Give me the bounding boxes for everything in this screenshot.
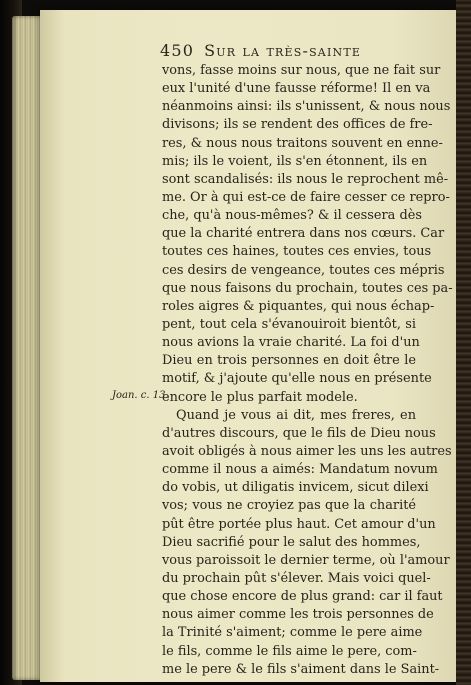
- text-line: pût être portée plus haut. Cet amour d'un: [162, 516, 436, 532]
- body-text: [162, 62, 453, 679]
- text-line: me le pere & le fils s'aiment dans le Saint-: [162, 661, 440, 677]
- text-line: que la charité entrera dans nos cœurs. Car: [162, 226, 445, 242]
- text-line: comme il nous a aimés: Mandatum novum: [162, 462, 438, 478]
- text-line: vous paroissoit le dernier terme, où l'amour: [162, 552, 450, 568]
- text-line: eux l'unité d'une fausse réforme! Il en va: [162, 81, 431, 97]
- text-line: divisons; ils se rendent des offices de fre-: [162, 117, 433, 133]
- text-line: che, qu'à nous-mêmes? & il cessera dès: [162, 208, 422, 224]
- page-number: 450: [160, 41, 195, 60]
- text-line: mis; ils le voient, ils s'en étonnent, ils en: [162, 153, 428, 169]
- text-line: motif, & j'ajoute qu'elle nous en présente: [162, 371, 432, 387]
- text-line: Dieu en trois personnes en doit être le: [162, 353, 416, 369]
- text-line: néanmoins ainsi: ils s'unissent, & nous nous: [162, 99, 451, 115]
- text-line: Quand je vous ai dit, mes freres, en: [176, 407, 416, 423]
- text-line: que nous faisons du prochain, toutes ces pa-: [162, 280, 453, 296]
- text-line: me. Or à qui est-ce de faire cesser ce repro-: [162, 189, 450, 205]
- text-line: vons, fasse moins sur nous, que ne fait sur: [162, 63, 441, 78]
- text-line: sont scandalisés: ils nous le reprochent mê-: [162, 171, 449, 187]
- text-line: d'autres discours, que le fils de Dieu nous: [162, 425, 436, 441]
- text-line: roles aigres & piquantes, qui nous échap-: [162, 298, 435, 314]
- page-header: [160, 41, 390, 63]
- book-binding-edge: [456, 0, 471, 685]
- text-line: Dieu sacrifié pour le salut des hommes,: [162, 534, 421, 550]
- text-line: res, & nous nous traitons souvent en enne-: [162, 135, 443, 151]
- text-line: le fils, comme le fils aime le pere, com-: [162, 643, 417, 659]
- margin-reference: Joan. c. 13.: [112, 390, 169, 401]
- text-line: avoit obligés à nous aimer les uns les autres: [162, 443, 452, 459]
- text-line: que chose encore de plus grand: car il faut: [162, 589, 443, 605]
- text-line: pent, tout cela s'évanouiroit bientôt, si: [162, 316, 416, 332]
- text-line: ces desirs de vengeance, toutes ces mépris: [162, 262, 445, 278]
- text-line: nous aimer comme les trois personnes de: [162, 607, 434, 623]
- text-line: la Trinité s'aiment; comme le pere aime: [162, 625, 423, 641]
- text-line: vos; vous ne croyiez pas que la charité: [162, 498, 416, 514]
- running-title: Sur la très-sainte: [204, 41, 362, 60]
- text-line: toutes ces haines, toutes ces envies, tous: [162, 244, 432, 260]
- text-line: du prochain pût s'élever. Mais voici quel-: [162, 570, 431, 586]
- text-line: encore le plus parfait modele.: [162, 389, 358, 405]
- text-line: do vobis, ut diligatis invicem, sicut dilexi: [162, 480, 429, 496]
- text-line: nous avions la vraie charité. La foi d'un: [162, 335, 420, 351]
